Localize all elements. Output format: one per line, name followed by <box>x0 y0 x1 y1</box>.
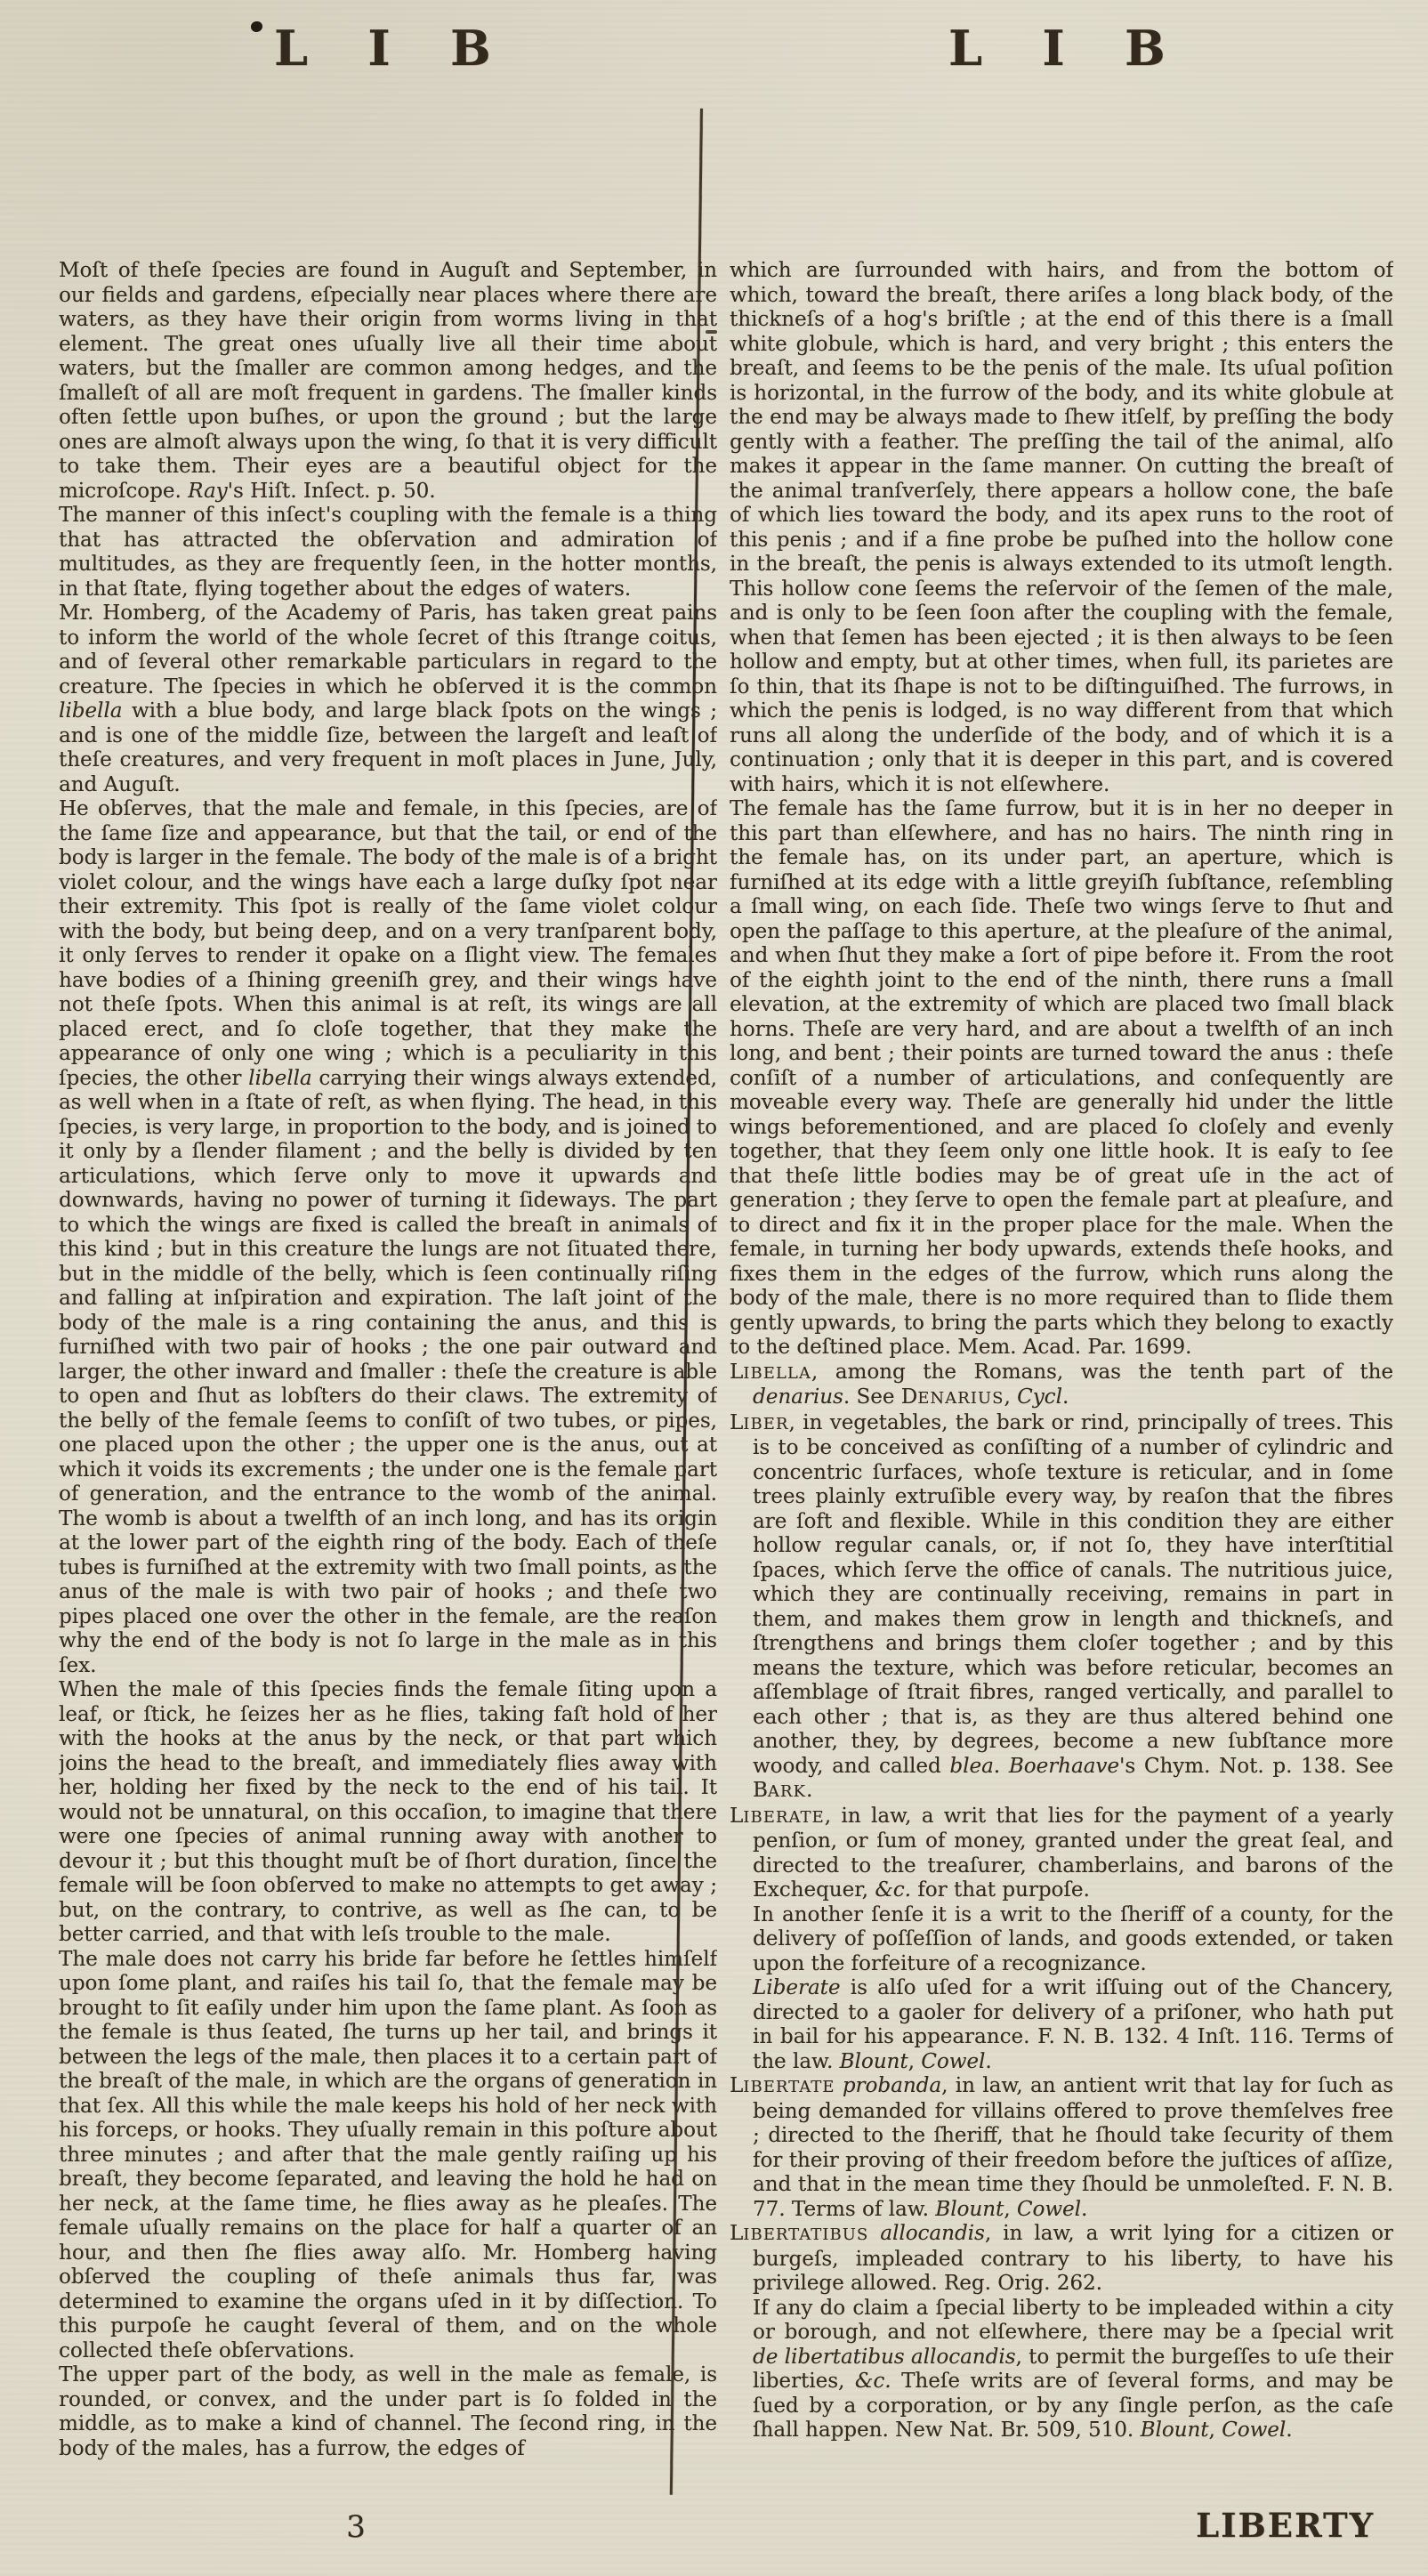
catchword: LIBERTY <box>1196 2506 1375 2545</box>
left-column <box>59 259 717 2526</box>
paragraph: LIBELLA, among the Romans, was the tenth part of the denarius. See DENARIUS, Cycl. <box>730 1360 1393 1409</box>
paragraph: If any do claim a ſpecial liberty to be impleaded within a city or borough, and not elſewhere, there may be a ſpecial writ de libertatibus allocandis, to permit the burgeſſes to uſe their liberties, &c. Theſe writs are of ſeveral forms, and may be ſued by a corporation, or by any ſingle perſon, as the caſe ſhall happen. New Nat. Br. 509, 510. Blount, Cowel. <box>753 2296 1393 2442</box>
paragraph: LIBERATE, in law, a writ that lies for the payment of a yearly penſion, or ſum of money, granted under the great ſeal, and directed to the treaſurer, chamberlains, and barons of the Exchequer, &c. for that purpoſe. <box>730 1804 1393 1902</box>
signature-mark: 3 <box>346 2509 366 2545</box>
paragraph: The upper part of the body, as well in the male as female, is rounded, or convex, and the under part is ſo folded in the middle, as to make a kind of channel. The ſecond ring, in the body of the males, has a furrow, the edges of <box>59 2363 717 2460</box>
paragraph: In another ſenſe it is a writ to the ſheriff of a county, for the delivery of poſſeſſion of lands, and goods extended, or taken upon the forfeiture of a recognizance. <box>753 1902 1393 1975</box>
paragraph: The male does not carry his bride far before he ſettles himſelf upon ſome plant, and raiſes his tail ſo, that the female may be brought to ſit eaſily under him upon the ſame plant. As ſoon as the female is thus ſeated, ſhe turns up her tail, and brings it between the legs of the male, then places it to a certain part of the breaſt of the male, in which are the organs of generation in that ſex. All this while the male keeps his hold of her neck with his forceps, or hooks. They uſually remain in this poſture about three minutes ; and after that the male gently raiſing up his breaſt, they become ſeparated, and leaving the hold he had on her neck, at the ſame time, he flies away as he pleaſes. The female uſually remains on the place for half a quarter of an hour, and then ſhe flies away alſo. Mr. Homberg having obſerved the coupling of theſe animals thus far, was determined to examine the organs uſed in it by diſſection. To this purpoſe he caught ſeveral of them, and on the whole collected theſe obſervations. <box>59 1947 717 2362</box>
paragraph: Moſt of theſe ſpecies are found in Auguſt and September, in our fields and gardens, eſpecially near places where there are waters, as they have their origin from worms living in that element. The great ones uſually live all their time about waters, but the ſmaller are common among hedges, and the ſmalleſt of all are moſt frequent in gardens. The ſmaller kinds often ſettle upon buſhes, or upon the ground ; but the large ones are almoſt always upon the wing, ſo that it is very difficult to take them. Their eyes are a beautiful object for the microſcope. Ray's Hiſt. Inſect. p. 50. <box>59 259 717 503</box>
paragraph: Liberate is alſo uſed for a writ iſſuing out of the Chancery, directed to a gaoler for delivery of a priſoner, who hath put in bail for his appearance. F. N. B. 132. 4 Inſt. 116. Terms of the law. Blount, Cowel. <box>753 1976 1393 2073</box>
paragraph: He obſerves, that the male and female, in this ſpecies, are of the ſame ſize and appearance, but that the tail, or end of the body is larger in the female. The body of the male is of a bright violet colour, and the wings have each a large duſky ſpot near their extremity. This ſpot is really of the ſame violet colour with the body, but being deep, and on a very tranſparent body, it only ſerves to render it opake on a ſlight view. The females have bodies of a ſhining greeniſh grey, and their wings have not theſe ſpots. When this animal is at reſt, its wings are all placed erect, and ſo cloſe together, that they make the appearance of only one wing ; which is a peculiarity in this ſpecies, the other libella carrying their wings always extended, as well when in a ſtate of reſt, as when flying. The head, in this ſpecies, is very large, in proportion to the body, and is joined to it only by a ſlender filament ; and the belly is divided by ten articulations, which ſerve only to move it upwards and downwards, having no power of turning it ſideways. The part to which the wings are fixed is called the breaſt in animals of this kind ; but in this creature the lungs are not ſituated there, but in the middle of the belly, which is ſeen continually riſing and falling at inſpiration and expiration. The laſt joint of the body of the male is a ring containing the anus, and this is furniſhed with two pair of hooks ; the one pair outward and larger, the other inward and ſmaller : theſe the creature is able to open and ſhut as lobſters do their claws. The extremity of the belly of the female ſeems to conſiſt of two tubes, or pipes, one placed upon the other ; the upper one is the anus, out at which it voids its excrements ; the under one is the female part of generation, and the entrance to the womb of the animal. The womb is about a twelfth of an inch long, and has its origin at the lower part of the eighth ring of the body. Each of theſe tubes is furniſhed at the extremity with two ſmall points, as the anus of the male is with two pair of hooks ; and theſe two pipes placed one over the other in the female, are the reaſon why the end of the body is not ſo large in the male as in this ſex. <box>59 797 717 1677</box>
paragraph: Mr. Homberg, of the Academy of Paris, has taken great pains to inform the world of the whole ſecret of this ſtrange coitus, and of ſeveral other remarkable particulars in regard to the creature. The ſpecies in which he obſerved it is the common libella with a blue body, and large black ſpots on the wings ; and is one of the middle ſize, between the largeſt and leaſt of theſe creatures, and very frequent in moſt places in June, July, and Auguſt. <box>59 602 717 796</box>
paragraph: The female has the ſame furrow, but it is in her no deeper in this part than elſewhere, and has no hairs. The ninth ring in the female has, on its under part, an aperture, which is furniſhed at its edge with a little greyiſh ſubſtance, reſembling a ſmall wing, on each ſide. Theſe two wings ſerve to ſhut and open the paſſage to this aperture, at the pleaſure of the animal, and when ſhut they make a ſort of pipe before it. From the root of the eighth joint to the end of the ninth, there runs a ſmall elevation, at the extremity of which are placed two ſmall black horns. Theſe are very hard, and are about a twelfth of an inch long, and bent ; their points are turned toward the anus : theſe conſiſt of a number of articulations, and conſequently are moveable every way. Theſe are generally hid under the little wings beforementioned, and are placed ſo cloſely and evenly together, that they ſeem only one little hook. It is eaſy to ſee that theſe little bodies may be of great uſe in the act of generation ; they ſerve to open the female part at pleaſure, and to direct and fix it in the proper place for the male. When the female, in turning her body upwards, extends theſe hooks, and fixes them in the edges of the furrow, which runs along the body of the male, there is no more required than to ſlide them gently upwards, to bring the parts which they belong to exactly to the deſtined place. Mem. Acad. Par. 1699. <box>730 797 1393 1359</box>
paragraph: LIBER, in vegetables, the bark or rind, principally of trees. This is to be conceived as conſiſting of a number of cylindric and concentric ſurfaces, whoſe texture is reticular, and in ſome trees plainly extruſible every way, by reaſon that the fibres are ſoft and flexible. While in this condition they are either hollow regular canals, or, if not ſo, they have interſtitial ſpaces, which ſerve the office of canals. The nutritious juice, which they are continually receiving, remains in part in them, and makes them grow in length and thickneſs, and ſtrengthens and brings them cloſer together ; and by this means the texture, which was before reticular, becomes an aſſemblage of ſtrait fibres, ranged vertically, and parallel to each other ; that is, as they are thus altered behind one another, they, by degrees, become a new ſubſtance more woody, and called blea. Boerhaave's Chym. Not. p. 138. See BARK. <box>730 1410 1393 1802</box>
paragraph: which are ſurrounded with hairs, and from the bottom of which, toward the breaſt, there ariſes a long black body, of the thickneſs of a hog's briſtle ; at the end of this there is a ſmall white globule, which is hard, and very bright ; this enters the breaſt, and ſeems to be the penis of the male. Its uſual poſition is horizontal, in the furrow of the body, and its white globule at the end may be always made to ſhew itſelf, by preſſing the body gently with a feather. The preſſing the tail of the animal, alſo makes it appear in the ſame manner. On cutting the breaſt of the animal tranſverſely, there appears a hollow cone, the baſe of which lies toward the body, and its apex runs to the root of this penis ; and if a fine probe be puſhed into the hollow cone in the breaſt, the penis is always extended to its utmoſt length. This hollow cone ſeems the reſervoir of the ſemen of the male, and is only to be ſeen ſoon after the coupling with the female, when that ſemen has been ejected ; it is then always to be ſeen hollow and empty, but at other times, when full, its parietes are ſo thin, that its ſhape is not to be diſtinguiſhed. The furrows, in which the penis is lodged, is no way different from that which runs all along the underſide of the body, and of which it is a continuation ; only that it is deeper in this part, and is covered with hairs, which it is not elſewhere. <box>730 259 1393 796</box>
paragraph: When the male of this ſpecies finds the female ſiting upon a leaf, or ſtick, he ſeizes her as he flies, taking faſt hold of her with the hooks at the anus by the neck, or that part which joins the head to the breaſt, and immediately flies away with her, holding her fixed by the neck to the end of his tail. It would not be unnatural, on this occaſion, to imagine that there were one ſpecies of animal running away with another to devour it ; but this thought muſt be of ſhort duration, ſince the female will be ſoon obſerved to make no attempts to get away ; but, on the contrary, to contrive, as well as ſhe can, to be better carried, and that with leſs trouble to the male. <box>59 1678 717 1946</box>
paragraph: LIBERTATE probanda, in law, an antient writ that lay for ſuch as being demanded for villains offered to prove themſelves free ; directed to the ſheriff, that he ſhould take ſecurity of them for their proving of their freedom before the juſtices of aſſize, and that in the mean time they ſhould be unmoleſted. F. N. B. 77. Terms of law. Blount, Cowel. <box>730 2074 1393 2221</box>
right-column <box>730 259 1393 2526</box>
running-head-right: L I B <box>948 20 1187 77</box>
running-head-left: L I B <box>274 20 512 77</box>
paragraph: The manner of this inſect's coupling with the female is a thing that has attracted the obſervation and admiration of multitudes, as they are frequently ſeen, in the hotter months, in that ſtate, flying together about the edges of waters. <box>59 504 717 601</box>
paragraph: LIBERTATIBUS allocandis, in law, a writ lying for a citizen or burgeſs, impleaded contrary to his liberty, to have his privilege allowed. Reg. Orig. 262. <box>730 2222 1393 2295</box>
